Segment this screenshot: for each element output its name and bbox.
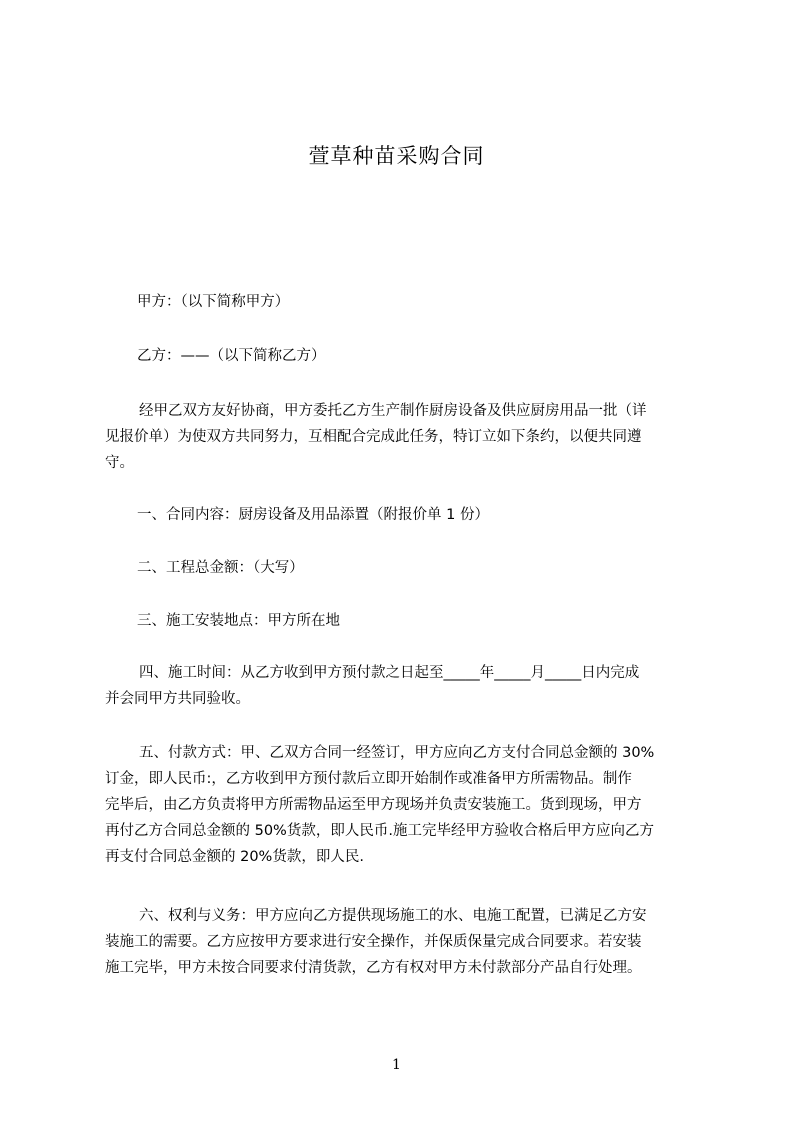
clause-5-line-3: 完毕后，由乙方负责将甲方所需物品运至甲方现场并负责安装施工。货到现场，甲方 [105,797,642,813]
clause-rights-obligations [105,903,703,981]
clause-6-line-3: 施工完毕，甲方未按合同要求付清货款，乙方有权对甲方未付款部分产品自行处理。 [105,960,642,976]
clause-5-line-4: 再付乙方合同总金额的 50%货款，即人民币.施工完毕经甲方验收合格后甲方应向乙方 [105,823,654,839]
clause-install-location: 三、施工安装地点：甲方所在地 [137,613,340,629]
clause-4-line-2: 并会同甲方共同验收。 [105,691,250,707]
contract-title: 萱草种苗采购合同 [308,144,485,168]
intro-paragraph [105,398,703,476]
page-number: 1 [392,1057,401,1073]
clause-5-line-5: 再支付合同总金额的 20%货款，即人民. [105,849,364,865]
intro-line-1: 经甲乙双方友好协商，甲方委托乙方生产制作厨房设备及供应厨房用品一批（详 [139,403,647,419]
clause-6-line-2: 装施工的需要。乙方应按甲方要求进行安全操作，并保质保量完成合同要求。若安装 [105,934,642,950]
intro-line-2: 见报价单）为使双方共同努力，互相配合完成此任务，特订立如下条约，以便共同遵 [105,429,642,445]
clause-total-amount: 二、工程总金额：（大写） [137,560,304,576]
clause-payment-method [105,740,703,870]
clause-5-line-1: 五、付款方式：甲、乙双方合同一经签订，甲方应向乙方支付合同总金额的 30% [139,745,655,761]
clause-construction-time [105,660,703,712]
intro-line-3: 守。 [105,455,134,471]
clause-5-line-2: 订金，即人民币:，乙方收到甲方预付款后立即开始制作或准备甲方所需物品。制作 [105,771,632,787]
party-a-line: 甲方：（以下简称甲方） [137,294,290,310]
clause-6-line-1: 六、权利与义务：甲方应向乙方提供现场施工的水、电施工配置，已满足乙方安 [139,908,647,924]
party-b-line: 乙方：——（以下简称乙方） [137,348,326,364]
clause-4-line-1: 四、施工时间：从乙方收到甲方预付款之日起至_____年_____月_____日内完成 [139,665,640,681]
clause-contract-content: 一、合同内容：厨房设备及用品添置（附报价单 1 份） [137,507,489,523]
